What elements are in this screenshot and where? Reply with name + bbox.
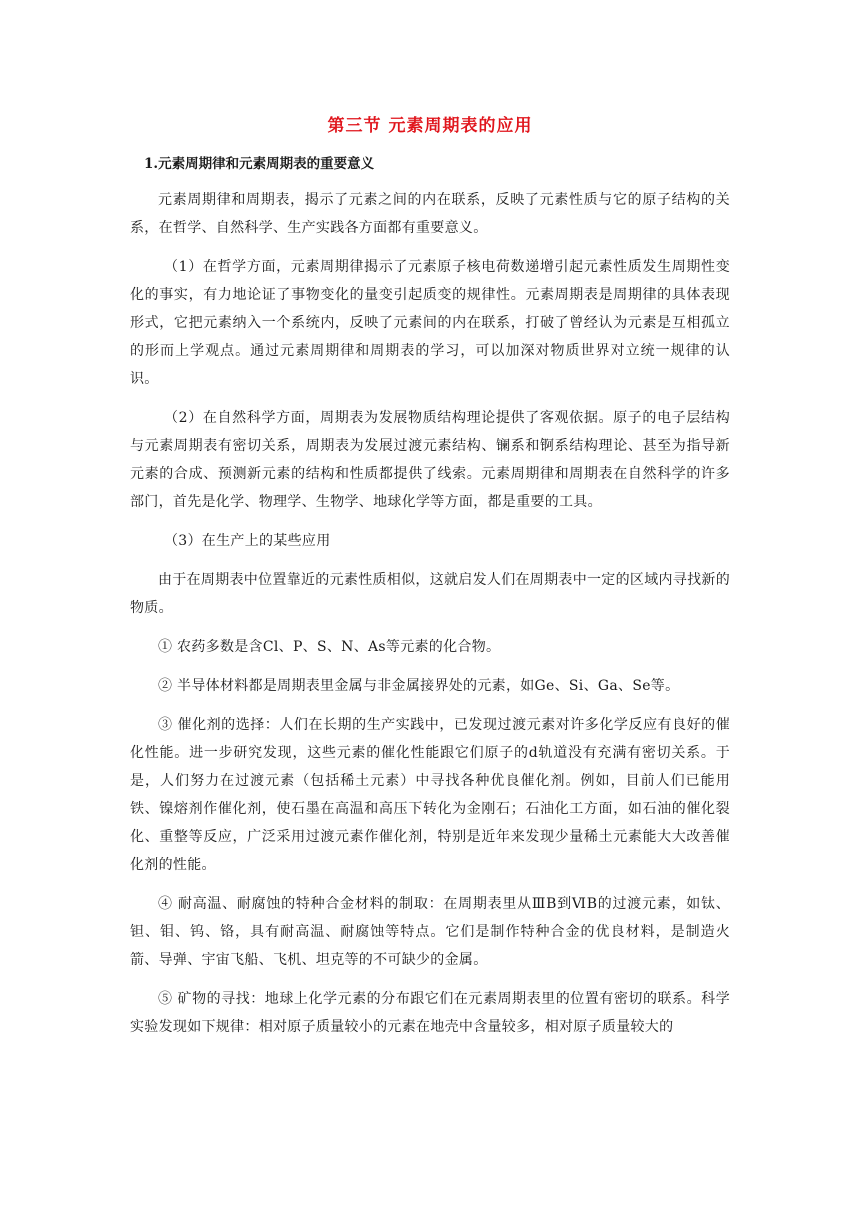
paragraph-natural-science: （2）在自然科学方面，周期表为发展物质结构理论提供了客观依据。原子的电子层结构与元素周期表有密切关系，周期表为发展过渡元素结构、镧系和锕系结构理论、甚至为指导新元素的合成、预测新元素的结构和性质都提供了线索。元素周期律和周期表在自然科学的许多部门，首先是化学、物理学、生物学、地球化学等方面，都是重要的工具。	[130, 410, 730, 510]
list-item-catalysts: ③ 催化剂的选择：人们在长期的生产实践中，已发现过渡元素对许多化学反应有良好的催化性能。进一步研究发现，这些元素的催化性能跟它们原子的d轨道没有充满有密切关系。于是，人们努力在过渡元素（包括稀土元素）中寻找各种优良催化剂。例如，目前人们已能用铁、镍熔剂作催化剂，使石墨在高温和高压下转化为金刚石；石油化工方面，如石油的催化裂化、重整等反应，广泛采用过渡元素作催化剂，特别是近年来发现少量稀土元素能大大改善催化剂的性能。	[130, 717, 730, 873]
list-item-minerals: ⑤ 矿物的寻找：地球上化学元素的分布跟它们在元素周期表里的位置有密切的联系。科学实验发现如下规律：相对原子质量较小的元素在地壳中含量较多，相对原子质量较大的	[130, 991, 730, 1035]
page-title: 第三节 元素周期表的应用	[327, 116, 533, 136]
document-page	[130, 112, 730, 1052]
list-item-pesticides: ① 农药多数是含Cl、P、S、N、As等元素的化合物。	[158, 639, 501, 655]
section-heading: 1.元素周期律和元素周期表的重要意义	[144, 156, 375, 172]
paragraph-production-heading: （3）在生产上的某些应用	[164, 533, 331, 549]
paragraph-philosophy: （1）在哲学方面，元素周期律揭示了元素原子核电荷数递增引起元素性质发生周期性变化的事实，有力地论证了事物变化的量变引起质变的规律性。元素周期表是周期律的具体表现形式，它把元素纳入一个系统内，反映了元素间的内在联系，打破了曾经认为元素是互相孤立的形而上学观点。通过元素周期律和周期表的学习，可以加深对物质世界对立统一规律的认识。	[130, 259, 730, 387]
paragraph-intro: 元素周期律和周期表，揭示了元素之间的内在联系，反映了元素性质与它的原子结构的关系，在哲学、自然科学、生产实践各方面都有重要意义。	[130, 192, 730, 236]
list-item-semiconductors: ② 半导体材料都是周期表里金属与非金属接界处的元素，如Ge、Si、Ga、Se等。	[158, 678, 680, 694]
list-item-alloys: ④ 耐高温、耐腐蚀的特种合金材料的制取：在周期表里从ⅢB到ⅥB的过渡元素，如钛、钽、钼、钨、铬，具有耐高温、耐腐蚀等特点。它们是制作特种合金的优良材料，是制造火箭、导弹、宇宙飞船、飞机、坦克等的不可缺少的金属。	[130, 896, 730, 968]
paragraph-production-intro: 由于在周期表中位置靠近的元素性质相似，这就启发人们在周期表中一定的区域内寻找新的物质。	[130, 572, 730, 616]
